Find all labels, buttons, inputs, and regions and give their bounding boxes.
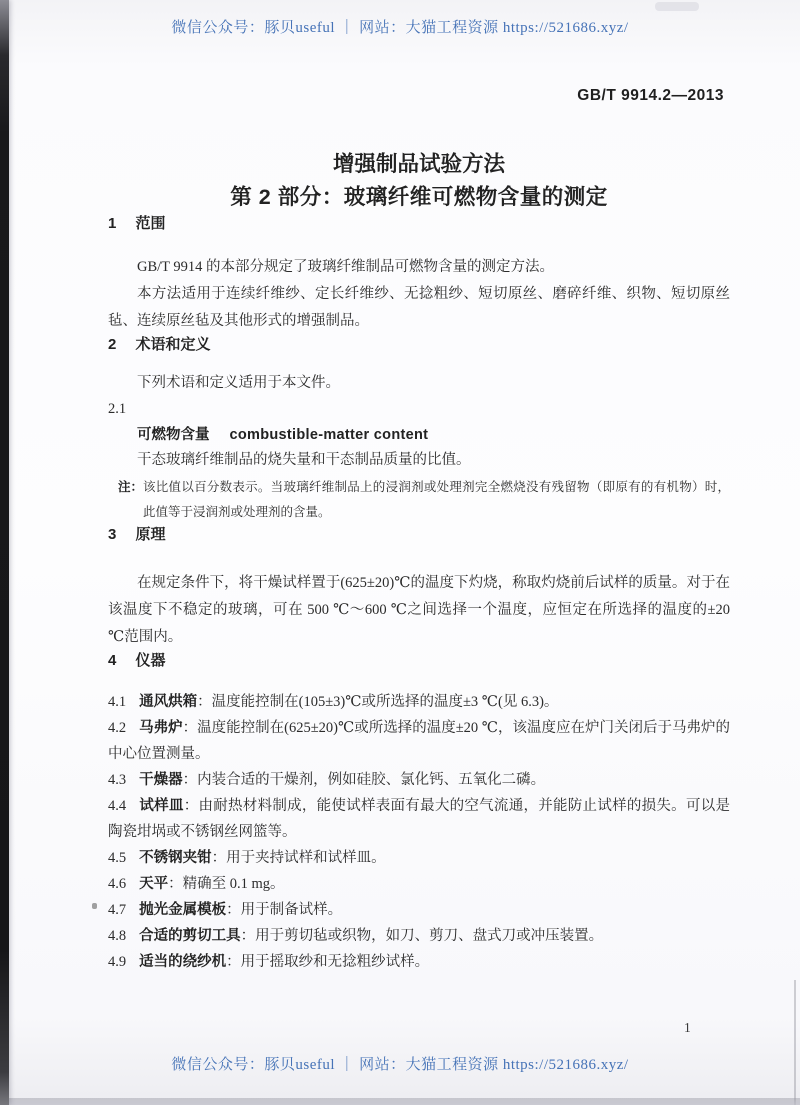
term-entry (137, 423, 730, 447)
section-title: 范围 (135, 215, 166, 232)
section-number: 2 (108, 336, 117, 353)
section-title: 原理 (135, 526, 166, 543)
clause-number: 4.6 (108, 876, 127, 892)
section-3-heading (108, 525, 730, 545)
clause-4-8 (108, 923, 730, 949)
scan-speck (92, 903, 97, 909)
apparatus-list (108, 689, 730, 975)
term-chinese: 可燃物含量 (137, 427, 210, 443)
clause-number: 4.5 (108, 850, 127, 866)
clause-term: 干燥器 (139, 772, 183, 788)
clause-4-5 (108, 845, 730, 871)
clause-term: 天平 (139, 876, 169, 892)
watermark-header: 微信公众号：豚贝useful ｜ 网站：大猫工程资源 https://521686.xyz/ (171, 20, 629, 36)
note-text: 该比值以百分数表示。当玻璃纤维制品上的浸润剂或处理剂完全燃烧没有残留物（即原有的有机物）时，此值等于浸润剂或处理剂的含量。 (143, 480, 730, 519)
clause-4-3 (108, 767, 730, 793)
clause-term: 马弗炉 (139, 720, 183, 736)
section-number: 3 (108, 526, 117, 543)
term-english: combustible-matter content (229, 427, 429, 443)
page-number: 1 (684, 1020, 691, 1035)
clause-desc: ：用于摇取纱和无捻粗纱试样。 (226, 954, 430, 970)
document-title-line1: 增强制品试验方法 (332, 152, 505, 176)
section-1-paragraph-1: GB/T 9914 的本部分规定了玻璃纤维制品可燃物含量的测定方法。 (137, 259, 555, 275)
section-title: 术语和定义 (135, 336, 211, 353)
section-2-heading (108, 335, 730, 355)
clause-term: 适当的绕纱机 (139, 954, 227, 970)
clause-desc: ：用于剪切毡或织物，如刀、剪刀、盘式刀或冲压装置。 (240, 928, 604, 944)
clause-number: 4.3 (108, 772, 127, 788)
clause-desc: ：内装合适的干燥剂，例如硅胶、氯化钙、五氧化二磷。 (182, 772, 546, 788)
clause-term: 不锈钢夹钳 (139, 850, 212, 866)
standard-number: GB/T 9914.2—2013 (577, 87, 724, 104)
clause-number: 4.7 (108, 902, 127, 918)
scan-edge-bar (0, 0, 9, 1105)
clause-desc: ：精确至 0.1 mg。 (168, 876, 285, 892)
watermark-footer: 微信公众号：豚贝useful ｜ 网站：大猫工程资源 https://521686.xyz/ (171, 1057, 629, 1073)
clause-desc: ：温度能控制在(625±20)℃或所选择的温度±20 ℃，该温度应在炉门关闭后于马弗炉的中心位置测量。 (108, 720, 731, 762)
clause-4-4 (108, 793, 730, 845)
clause-desc: ：用于制备试样。 (226, 902, 343, 918)
clause-number: 4.1 (108, 694, 127, 710)
clause-4-1 (108, 689, 730, 715)
section-2-intro: 下列术语和定义适用于本文件。 (137, 375, 340, 391)
clause-desc: ：温度能控制在(105±3)℃或所选择的温度±3 ℃(见 6.3)。 (197, 694, 559, 710)
section-title: 仪器 (135, 652, 166, 669)
note-label: 注： (118, 480, 144, 494)
clause-number: 4.8 (108, 928, 127, 944)
scan-right-edge-line (794, 980, 796, 1105)
clause-term: 合适的剪切工具 (139, 928, 241, 944)
clause-number: 4.4 (108, 798, 127, 814)
term-note (118, 475, 730, 525)
document-title (108, 148, 730, 214)
clause-4-9 (108, 949, 730, 975)
clause-term: 抛光金属模板 (139, 902, 227, 918)
clause-number: 4.2 (108, 720, 127, 736)
clause-number: 4.9 (108, 954, 127, 970)
clause-term: 通风烘箱 (139, 694, 198, 710)
section-3-paragraph-1: 在规定条件下，将干燥试样置于(625±20)℃的温度下灼烧，称取灼烧前后试样的质量。对于在该温度下不稳定的玻璃，可在 500 ℃～600 ℃之间选择一个温度，应恒定在所选择的温度的±20 ℃范围内。 (108, 575, 730, 645)
clause-desc: ：由耐热材料制成，能使试样表面有最大的空气流通，并能防止试样的损失。可以是陶瓷坩埚或不锈钢丝网篮等。 (108, 798, 731, 840)
clause-desc: ：用于夹持试样和试样皿。 (211, 850, 386, 866)
section-1-heading (108, 214, 730, 234)
section-number: 4 (108, 652, 117, 669)
section-number: 1 (108, 215, 117, 232)
term-definition: 干态玻璃纤维制品的烧失量和干态制品质量的比值。 (137, 452, 471, 468)
term-number: 2.1 (108, 401, 127, 417)
document-body (108, 140, 730, 975)
scan-bottom-band (0, 1098, 800, 1105)
clause-4-2 (108, 715, 730, 767)
section-1-paragraph-2: 本方法适用于连续纤维纱、定长纤维纱、无捻粗纱、短切原丝、磨碎纤维、织物、短切原丝毡、连续原丝毡及其他形式的增强制品。 (108, 286, 730, 329)
clause-4-6 (108, 871, 730, 897)
scan-corner-artifact (655, 2, 699, 11)
section-4-heading (108, 651, 730, 671)
clause-term: 试样皿 (139, 798, 184, 814)
clause-4-7 (108, 897, 730, 923)
document-title-line2: 第 2 部分：玻璃纤维可燃物含量的测定 (230, 185, 608, 209)
